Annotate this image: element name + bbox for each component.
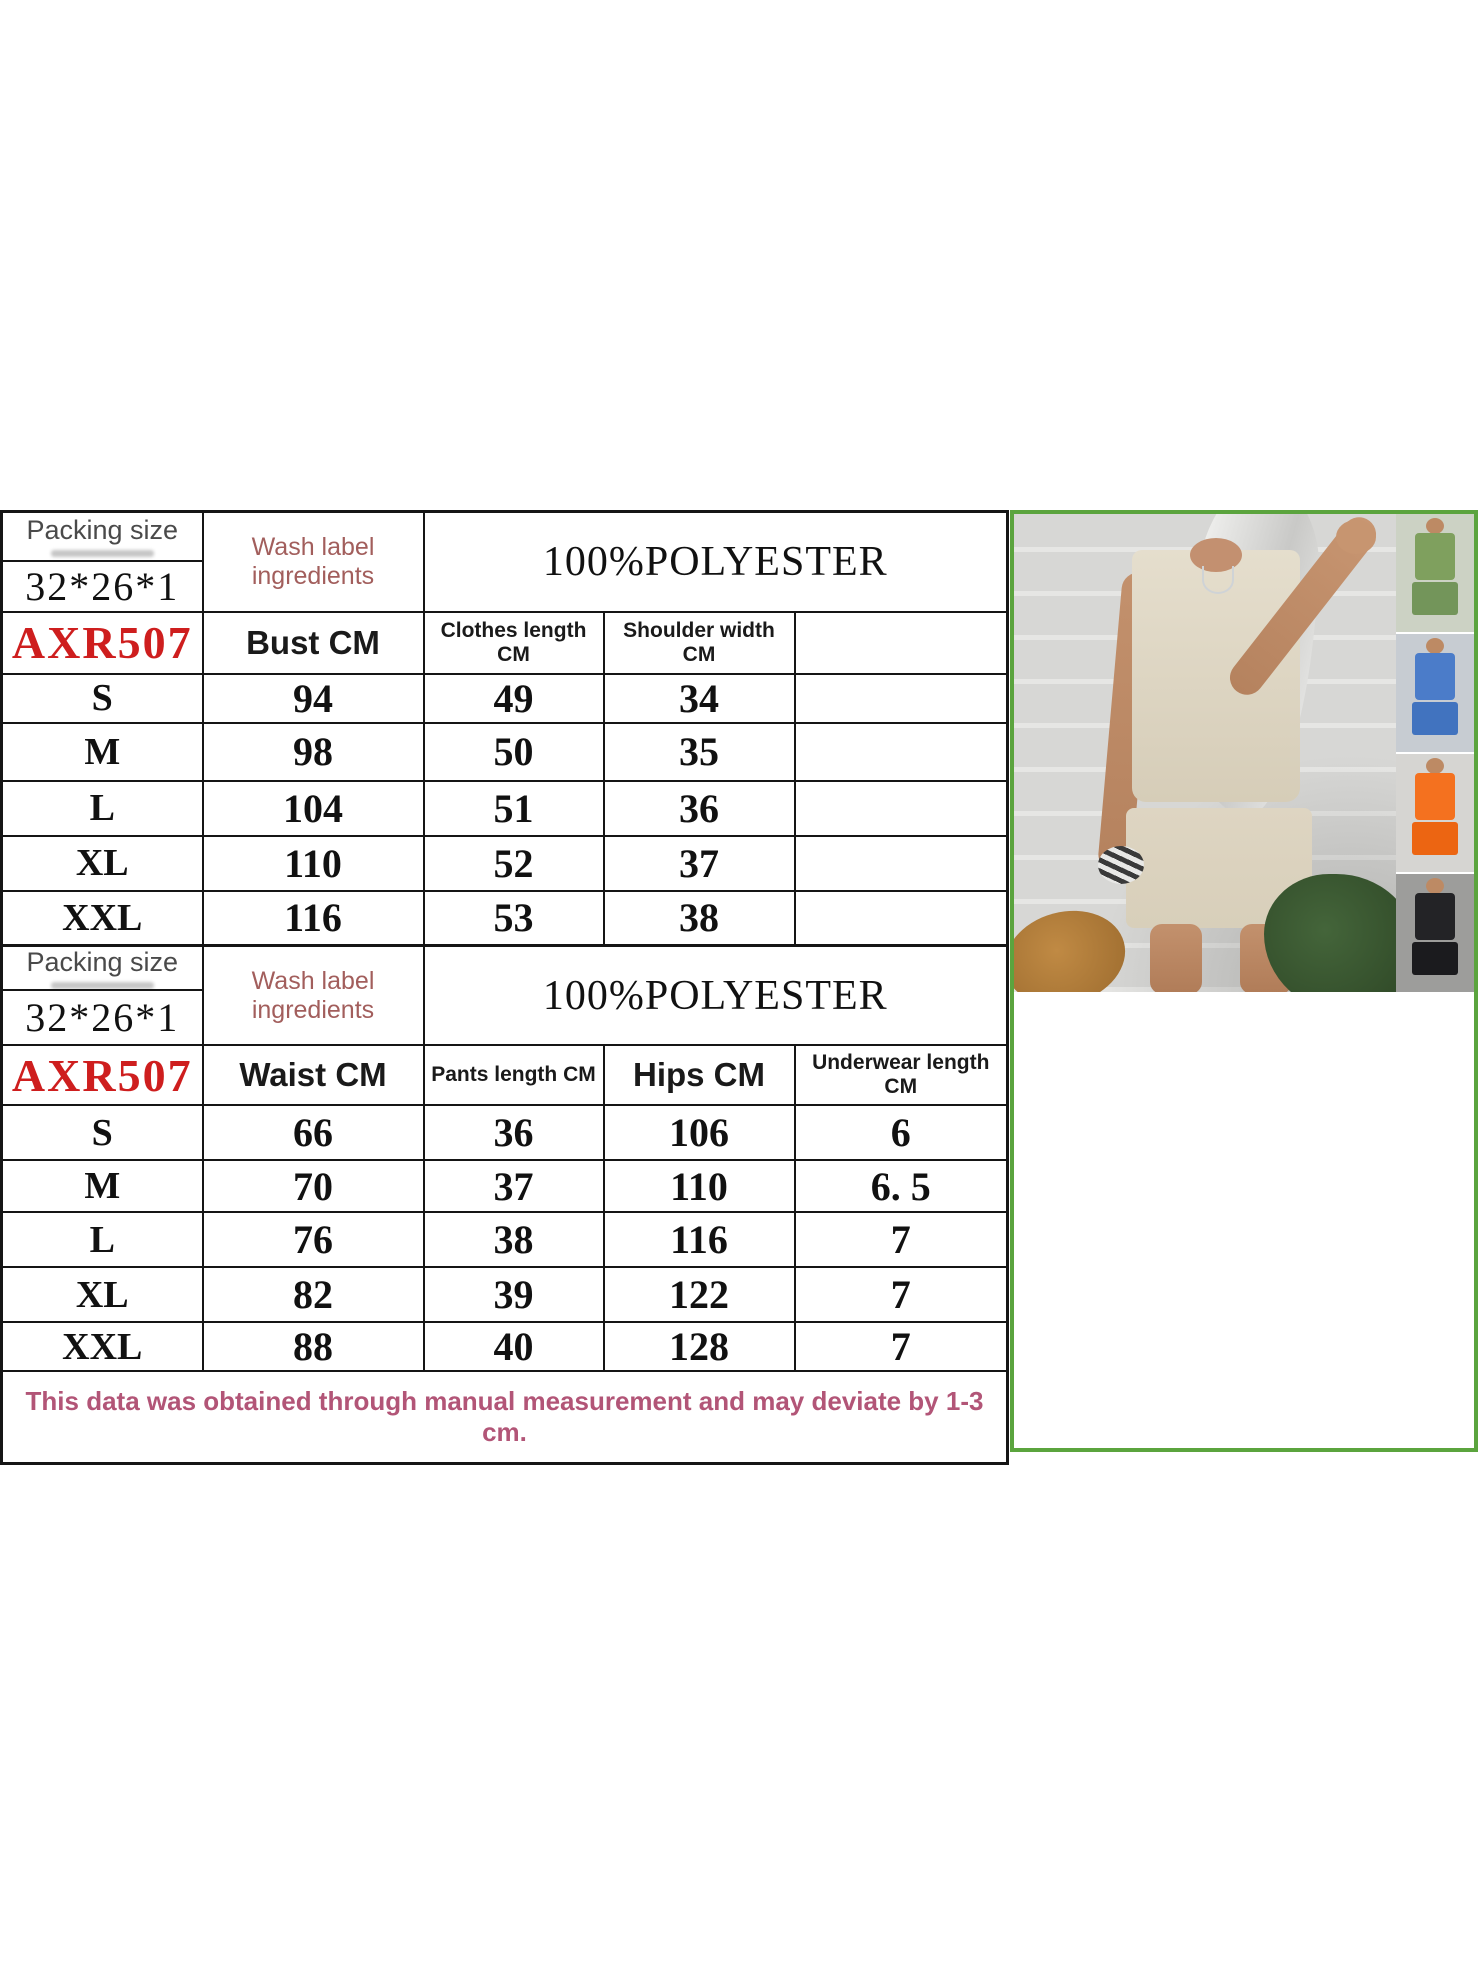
size-label: XXL	[2, 1322, 203, 1371]
size-label: L	[2, 1212, 203, 1267]
size-label: XL	[2, 1267, 203, 1322]
thumb-model-head	[1426, 518, 1444, 534]
color-variant-blue	[1396, 634, 1474, 752]
variant-shorts-green	[1412, 582, 1459, 615]
table-row	[2, 891, 1008, 946]
pants-length-value: 36	[424, 1105, 604, 1160]
variant-top-blue	[1415, 653, 1456, 700]
column-header-pants-length: Pants length CM	[424, 1045, 604, 1105]
wash-label-cell: Wash label ingredients	[203, 512, 424, 612]
color-variant-thumbnails	[1396, 514, 1474, 992]
shoulder-width-value: 35	[604, 723, 795, 781]
underwear-length-value: 7	[795, 1212, 1008, 1267]
hips-value: 128	[604, 1322, 795, 1371]
packing-size-label: Packing size	[26, 947, 179, 977]
hips-value: 116	[604, 1212, 795, 1267]
variant-shorts-orange	[1412, 822, 1459, 855]
table-row	[2, 836, 1008, 891]
hips-value: 122	[604, 1267, 795, 1322]
pants-length-value: 38	[424, 1212, 604, 1267]
size-label: M	[2, 1160, 203, 1212]
shorts-size-table	[0, 944, 1009, 1465]
size-label: S	[2, 1105, 203, 1160]
waist-value: 88	[203, 1322, 424, 1371]
color-variant-green	[1396, 514, 1474, 632]
waist-value: 66	[203, 1105, 424, 1160]
packing-size-value: 32*26*1	[2, 561, 203, 612]
size-label: M	[2, 723, 203, 781]
column-header-shoulder-width: Shoulder width CM	[604, 612, 795, 674]
waist-value: 76	[203, 1212, 424, 1267]
table-row	[2, 781, 1008, 836]
plant	[1264, 874, 1396, 992]
underwear-length-value: 6	[795, 1105, 1008, 1160]
table-row	[2, 1212, 1008, 1267]
bust-value: 98	[203, 723, 424, 781]
empty-cell	[795, 723, 1008, 781]
waist-value: 70	[203, 1160, 424, 1212]
variant-top-green	[1415, 533, 1456, 580]
size-label: L	[2, 781, 203, 836]
table-row	[2, 723, 1008, 781]
column-header-bust: Bust CM	[203, 612, 424, 674]
column-header-waist: Waist CM	[203, 1045, 424, 1105]
size-label: XXL	[2, 891, 203, 946]
table-row	[2, 674, 1008, 723]
thumb-model-head	[1426, 638, 1444, 654]
bracelets	[1098, 846, 1144, 884]
size-label: XL	[2, 836, 203, 891]
table-row	[2, 1105, 1008, 1160]
packing-size-value: 32*26*1	[2, 990, 203, 1045]
pants-length-value: 40	[424, 1322, 604, 1371]
thumb-model-head	[1426, 878, 1444, 894]
table-row	[2, 1322, 1008, 1371]
clothes-length-value: 50	[424, 723, 604, 781]
column-header-underwear-length: Underwear length CM	[795, 1045, 1008, 1105]
model-code: AXR507	[2, 612, 203, 674]
print-smudge	[51, 982, 154, 989]
packing-size-label-cell	[2, 946, 203, 991]
clothes-length-value: 49	[424, 674, 604, 723]
model-photo-beige	[1014, 514, 1396, 992]
table-row	[2, 1160, 1008, 1212]
table-row	[2, 1267, 1008, 1322]
underwear-length-value: 6. 5	[795, 1160, 1008, 1212]
bust-value: 110	[203, 836, 424, 891]
clothes-length-value: 53	[424, 891, 604, 946]
pants-length-value: 37	[424, 1160, 604, 1212]
variant-top-orange	[1415, 773, 1456, 820]
product-photo-box	[1010, 510, 1478, 1452]
underwear-length-value: 7	[795, 1267, 1008, 1322]
hips-value: 106	[604, 1105, 795, 1160]
clothes-length-value: 51	[424, 781, 604, 836]
straw-hat	[1014, 898, 1136, 992]
material-cell: 100%POLYESTER	[424, 946, 1008, 1046]
bust-value: 104	[203, 781, 424, 836]
product-photo	[1014, 514, 1474, 992]
shoulder-width-value: 38	[604, 891, 795, 946]
pants-length-value: 39	[424, 1267, 604, 1322]
wash-label-cell: Wash label ingredients	[203, 946, 424, 1046]
empty-cell	[795, 891, 1008, 946]
top-garment-size-table	[0, 510, 1009, 947]
underwear-length-value: 7	[795, 1322, 1008, 1371]
packing-size-label-cell	[2, 512, 203, 561]
bust-value: 94	[203, 674, 424, 723]
shoulder-width-value: 37	[604, 836, 795, 891]
hips-value: 110	[604, 1160, 795, 1212]
color-variant-orange	[1396, 754, 1474, 872]
empty-cell	[795, 674, 1008, 723]
variant-shorts-blue	[1412, 702, 1459, 735]
size-tables	[0, 510, 1008, 1465]
empty-cell	[795, 612, 1008, 674]
measurement-note: This data was obtained through manual measurement and may deviate by 1-3 cm.	[2, 1371, 1008, 1463]
column-header-clothes-length: Clothes length CM	[424, 612, 604, 674]
variant-shorts-black	[1412, 942, 1459, 975]
necklace	[1202, 566, 1234, 594]
shoulder-width-value: 34	[604, 674, 795, 723]
variant-top-black	[1415, 893, 1456, 940]
thumb-model-head	[1426, 758, 1444, 774]
empty-cell	[795, 836, 1008, 891]
size-label: S	[2, 674, 203, 723]
photo-blank-area	[1014, 992, 1474, 1448]
shoulder-width-value: 36	[604, 781, 795, 836]
model-hand	[1336, 520, 1376, 554]
model-code: AXR507	[2, 1045, 203, 1105]
column-header-hips: Hips CM	[604, 1045, 795, 1105]
model-leg	[1150, 924, 1202, 992]
packing-size-label: Packing size	[26, 515, 179, 546]
color-variant-black	[1396, 874, 1474, 992]
bust-value: 116	[203, 891, 424, 946]
empty-cell	[795, 781, 1008, 836]
material-cell: 100%POLYESTER	[424, 512, 1008, 612]
clothes-length-value: 52	[424, 836, 604, 891]
print-smudge	[51, 550, 154, 557]
waist-value: 82	[203, 1267, 424, 1322]
